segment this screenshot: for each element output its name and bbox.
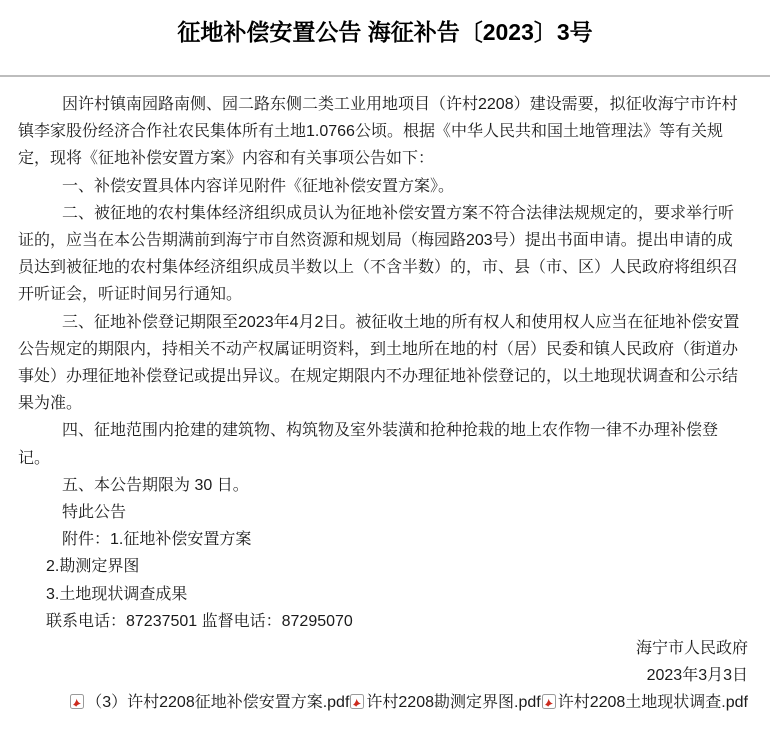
paragraph-item-5: 五、本公告期限为 30 日。	[62, 476, 249, 494]
attachment-list-item-2: 2.勘测定界图	[46, 558, 140, 576]
pdf-icon	[70, 691, 84, 706]
pdf-link-survey-boundary-map[interactable]: 许村2208勘测定界图.pdf	[366, 694, 541, 712]
page-title: 征地补偿安置公告 海征补告〔2023〕3号	[177, 19, 593, 45]
paragraph-item-1: 一、补偿安置具体内容详见附件《征地补偿安置方案》。	[62, 177, 455, 195]
paragraph-intro: 因许村镇南园路南侧、园二路东侧二类工业用地项目（许村2208）建设需要，拟征收海宁市许村镇李家股份经济合作社农民集体所有土地1.0766公顷。根据《中华人民共和国土地管理法》等有关规定，现将《征地补偿安置方案》内容和有关事项公告如下：	[18, 96, 738, 168]
signature-org: 海宁市人民政府	[635, 640, 748, 658]
attachment-links	[18, 689, 748, 716]
attachment-list-item-1: 附件：1.征地补偿安置方案	[62, 531, 252, 549]
signature-date: 2023年3月3日	[646, 667, 748, 685]
pdf-link-compensation-plan[interactable]: （3）许村2208征地补偿安置方案.pdf	[86, 694, 350, 712]
paragraph-item-2: 二、被征地的农村集体经济组织成员认为征地补偿安置方案不符合法律法规规定的，要求举行听证的，应当在本公告期满前到海宁市自然资源和规划局（梅园路203号）提出书面申请。提出申请的成员达到被征地的农村集体经济组织成员半数以上（不含半数）的，市、县（市、区）人民政府将组织召开听证会，听证时间另行通知。	[18, 204, 739, 304]
paragraph-item-3: 三、征地补偿登记期限至2023年4月2日。被征收土地的所有权人和使用权人应当在征地补偿安置公告规定的期限内，持相关不动产权属证明资料，到土地所在地的村（居）民委和镇人民政府（街道办事处）办理征地补偿登记或提出异议。在规定期限内不办理征地补偿登记的，以土地现状调查和公示结果为准。	[18, 313, 740, 413]
pdf-icon	[542, 691, 556, 706]
document-body	[0, 77, 770, 717]
contact-phone-line: 联系电话：87237501 监督电话：87295070	[46, 612, 353, 630]
pdf-link-land-status-survey[interactable]: 许村2208土地现状调查.pdf	[557, 694, 748, 712]
closing-statement: 特此公告	[62, 504, 127, 522]
attachment-list-item-3: 3.土地现状调查成果	[46, 585, 188, 603]
paragraph-item-4: 四、征地范围内抢建的建筑物、构筑物及室外装潢和抢种抢栽的地上农作物一律不办理补偿登记。	[18, 422, 719, 467]
pdf-icon	[350, 691, 364, 706]
